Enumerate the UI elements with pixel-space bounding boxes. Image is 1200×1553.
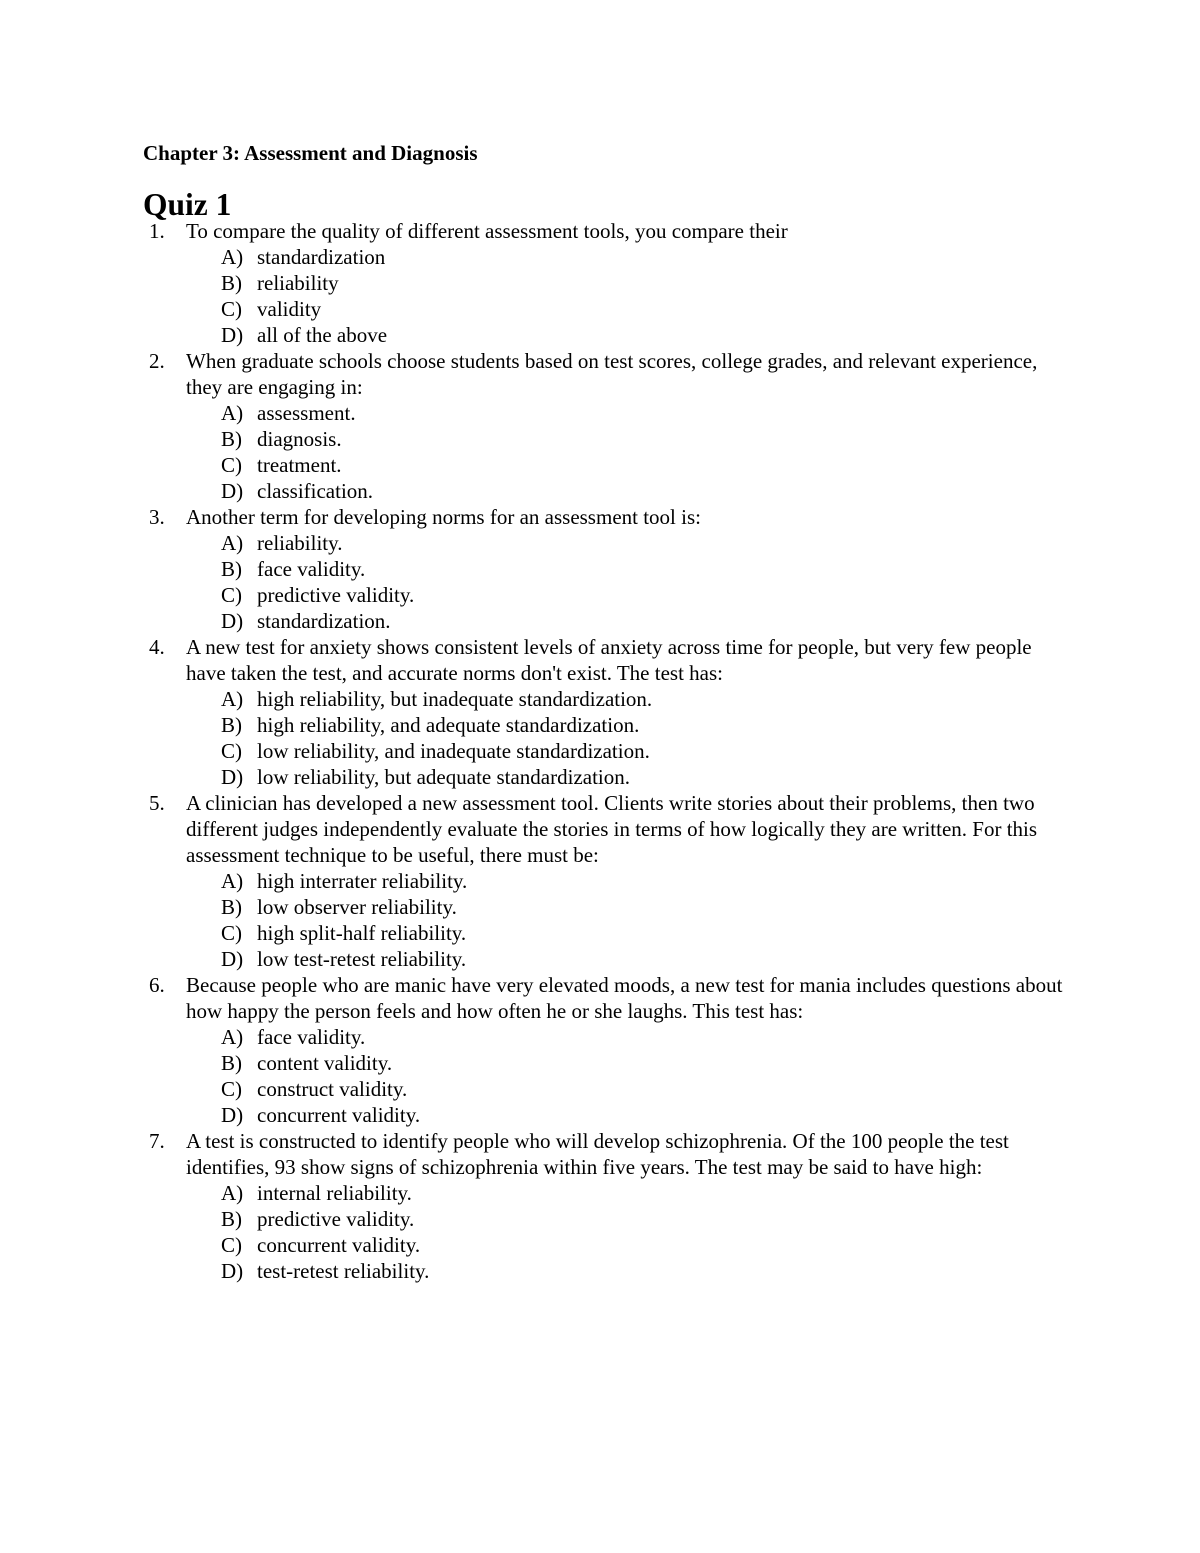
option-c (221, 1076, 1063, 1102)
question-text: To compare the quality of different assessment tools, you compare their (186, 219, 788, 243)
question-number: 7. (149, 1129, 165, 1153)
option-a (221, 868, 1063, 894)
option-letter: D) (221, 323, 244, 347)
option-b (221, 426, 1063, 452)
option-letter: B) (221, 895, 242, 919)
option-text: reliability (257, 271, 339, 295)
option-b (221, 712, 1063, 738)
option-text: reliability. (257, 531, 343, 555)
option-text: face validity. (257, 557, 366, 581)
option-letter: D) (221, 1259, 244, 1283)
option-letter: D) (221, 479, 244, 503)
question-text: Because people who are manic have very elevated moods, a new test for mania includes questions about how happy the person feels and how often he or she laughs. This test has: (186, 973, 1063, 1023)
option-text: validity (257, 297, 322, 321)
option-d (221, 1102, 1063, 1128)
option-d (221, 608, 1063, 634)
question-number: 2. (149, 349, 165, 373)
option-text: high interrater reliability. (257, 869, 468, 893)
option-text: classification. (257, 479, 374, 503)
option-text: test-retest reliability. (257, 1259, 430, 1283)
option-text: concurrent validity. (257, 1233, 421, 1257)
document-content (143, 140, 1063, 1284)
option-text: standardization. (257, 609, 391, 633)
option-letter: A) (221, 1181, 244, 1205)
option-letter: A) (221, 401, 244, 425)
option-text: content validity. (257, 1051, 393, 1075)
option-text: all of the above (257, 323, 388, 347)
option-letter: A) (221, 245, 244, 269)
quiz-title: Quiz 1 (143, 187, 232, 222)
option-text: assessment. (257, 401, 356, 425)
option-letter: C) (221, 583, 242, 607)
option-b (221, 556, 1063, 582)
option-list (186, 1180, 1063, 1284)
option-list (186, 400, 1063, 504)
option-text: high split-half reliability. (257, 921, 467, 945)
option-text: concurrent validity. (257, 1103, 421, 1127)
option-text: treatment. (257, 453, 342, 477)
option-c (221, 452, 1063, 478)
option-list (186, 530, 1063, 634)
option-a (221, 1024, 1063, 1050)
option-letter: B) (221, 557, 242, 581)
question-text: Another term for developing norms for an assessment tool is: (186, 505, 701, 529)
option-text: predictive validity. (257, 1207, 415, 1231)
option-d (221, 322, 1063, 348)
option-text: high reliability, and adequate standardization. (257, 713, 640, 737)
question-6 (143, 972, 1063, 1128)
option-a (221, 1180, 1063, 1206)
option-d (221, 1258, 1063, 1284)
question-text: A clinician has developed a new assessment tool. Clients write stories about their problems, then two different judges independently evaluate the stories in terms of how logically they are written. For this assessment technique to be useful, there must be: (186, 791, 1038, 867)
option-letter: D) (221, 1103, 244, 1127)
option-c (221, 296, 1063, 322)
option-text: construct validity. (257, 1077, 408, 1101)
question-text: A new test for anxiety shows consistent levels of anxiety across time for people, but very few people have taken the test, and accurate norms don't exist. The test has: (186, 635, 1032, 685)
option-letter: B) (221, 713, 242, 737)
option-d (221, 478, 1063, 504)
question-number: 4. (149, 635, 165, 659)
option-c (221, 1232, 1063, 1258)
option-letter: D) (221, 765, 244, 789)
question-text: A test is constructed to identify people who will develop schizophrenia. Of the 100 people the test identifies, 93 show signs of schizophrenia within five years. The test may be said to have high: (186, 1129, 1009, 1179)
option-list (186, 244, 1063, 348)
option-text: diagnosis. (257, 427, 342, 451)
option-letter: C) (221, 1077, 242, 1101)
option-list (186, 686, 1063, 790)
option-a (221, 530, 1063, 556)
question-number: 6. (149, 973, 165, 997)
option-letter: A) (221, 1025, 244, 1049)
option-text: low reliability, but adequate standardization. (257, 765, 631, 789)
option-list (186, 868, 1063, 972)
question-number: 5. (149, 791, 165, 815)
question-5 (143, 790, 1063, 972)
option-letter: B) (221, 1207, 242, 1231)
option-d (221, 764, 1063, 790)
option-text: low test-retest reliability. (257, 947, 467, 971)
question-3 (143, 504, 1063, 634)
option-letter: C) (221, 297, 242, 321)
option-b (221, 270, 1063, 296)
option-d (221, 946, 1063, 972)
option-a (221, 400, 1063, 426)
question-1 (143, 218, 1063, 348)
option-letter: C) (221, 453, 242, 477)
question-number: 3. (149, 505, 165, 529)
option-text: internal reliability. (257, 1181, 412, 1205)
option-letter: C) (221, 739, 242, 763)
question-2 (143, 348, 1063, 504)
spacer (143, 166, 1063, 192)
question-text: When graduate schools choose students based on test scores, college grades, and relevant experience, they are engaging in: (186, 349, 1038, 399)
option-letter: D) (221, 609, 244, 633)
option-text: face validity. (257, 1025, 366, 1049)
chapter-title: Chapter 3: Assessment and Diagnosis (143, 141, 478, 165)
option-letter: B) (221, 427, 242, 451)
question-7 (143, 1128, 1063, 1284)
option-letter: D) (221, 947, 244, 971)
option-b (221, 894, 1063, 920)
question-list (143, 218, 1063, 1284)
option-a (221, 686, 1063, 712)
option-letter: A) (221, 869, 244, 893)
option-c (221, 920, 1063, 946)
option-letter: A) (221, 531, 244, 555)
option-b (221, 1050, 1063, 1076)
option-text: standardization (257, 245, 386, 269)
option-a (221, 244, 1063, 270)
option-letter: C) (221, 921, 242, 945)
option-list (186, 1024, 1063, 1128)
option-text: low observer reliability. (257, 895, 457, 919)
option-letter: A) (221, 687, 244, 711)
option-letter: C) (221, 1233, 242, 1257)
option-c (221, 582, 1063, 608)
option-text: predictive validity. (257, 583, 415, 607)
option-b (221, 1206, 1063, 1232)
option-text: low reliability, and inadequate standardization. (257, 739, 650, 763)
option-letter: B) (221, 271, 242, 295)
question-number: 1. (149, 219, 165, 243)
option-letter: B) (221, 1051, 242, 1075)
question-4 (143, 634, 1063, 790)
option-c (221, 738, 1063, 764)
option-text: high reliability, but inadequate standardization. (257, 687, 653, 711)
